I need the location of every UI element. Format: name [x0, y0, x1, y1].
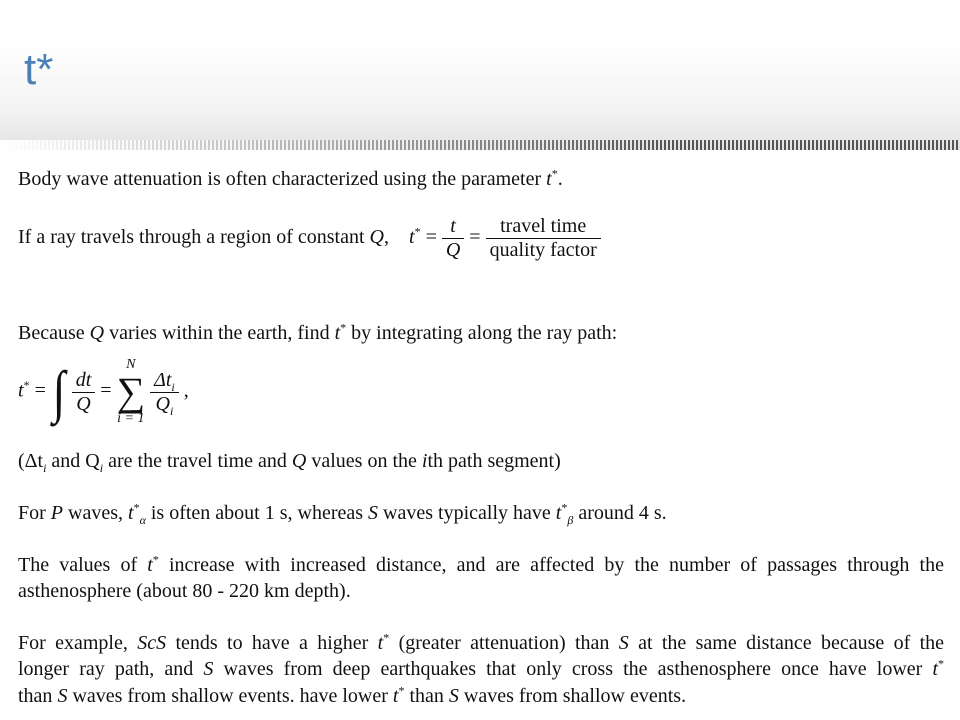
paragraph-distance-line2: asthenosphere (about 80 - 220 km depth).	[18, 580, 351, 602]
paragraph-distance-line1: The values of t* increase with increased distance, and are affected by the number of passages through the	[18, 552, 944, 576]
paragraph-definitions: ($\Delta t_i$ and $Q_i$ are the travel time and Q values on the ith path segment)	[18, 450, 561, 475]
decorative-stripe	[0, 140, 958, 150]
equation-integral: t* = ∫ $\frac{dt}{Q}$ = N ∑ i = 1 $\frac{\Delta t_i}{Q_i}$ ,	[18, 357, 189, 426]
paragraph-example-line2: longer ray path, and S waves from deep earthquakes that only cross the asthenosphere once have lower t*	[18, 656, 945, 680]
fraction-delta-t-over-q: $\frac{\Delta t_i}{Q_i}$	[150, 369, 179, 416]
fraction-dt-over-q: $\frac{dt}{Q}$	[72, 369, 96, 416]
paragraph-constant-q: If a ray travels through a region of constant Q, t* = $\frac{t}{Q}$ = $\frac{\text{travel time}}{\text{quality factor}}$	[18, 215, 601, 262]
slide-title: t*	[24, 45, 54, 94]
paragraph-example-line3: than S waves from shallow events. have lower t* than S waves from shallow events.	[18, 683, 687, 707]
paragraph-example-line1: For example, ScS tends to have a higher t* (greater attenuation) than S at the same distance because of the	[18, 630, 945, 654]
paragraph-integrate: Because Q varies within the earth, find t* by integrating along the ray path:	[18, 320, 618, 344]
header-band	[0, 0, 960, 150]
fraction-travel-time-over-quality: $\frac{\text{travel time}}{\text{quality factor}}$	[486, 215, 601, 262]
paragraph-intro: Body wave attenuation is often characterized using the parameter t*.	[18, 166, 563, 190]
integral-sign: ∫	[52, 359, 66, 424]
paragraph-typical-values: For P waves, $t^*_\alpha$ is often about 1 s, whereas S waves typically have $t^*_\beta$ around 4 s.	[18, 500, 667, 527]
summation-sign: N ∑ i = 1	[116, 357, 146, 426]
fraction-t-over-q: $\frac{t}{Q}$	[442, 215, 464, 262]
